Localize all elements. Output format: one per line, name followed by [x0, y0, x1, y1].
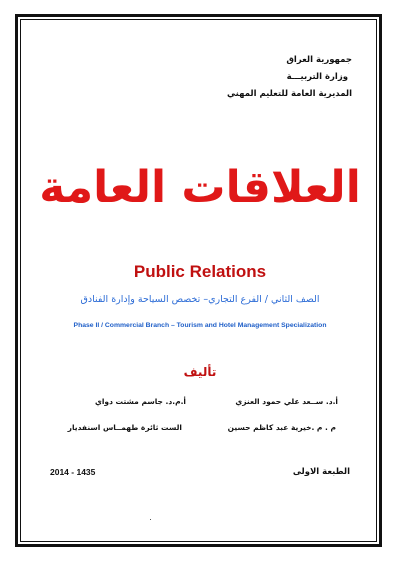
book-title-english: Public Relations [133, 262, 267, 281]
author-1: أ.د. ســعد علي حمود العنزي [235, 397, 338, 406]
author-3: م . م .خيرية عبد كاظم حسين [227, 423, 336, 432]
author-4: الست ثائرة طهمــاس اسنفديار [67, 423, 182, 432]
ministry-header [227, 52, 352, 103]
ministry-label: وزارة التربيـــة [286, 72, 348, 82]
page-dot [150, 519, 151, 520]
subtitle-arabic: الصف الثاني / الفرع التجاري– تخصص السياحة وإدارة الفنادق [80, 294, 320, 305]
book-title-arabic: العلاقات العامة [39, 162, 361, 213]
year-label: 2014 - 1435 [50, 467, 96, 477]
edition-label: الطبعة الاولى [292, 467, 350, 477]
country-label: جمهورية العراق [286, 55, 352, 65]
authors-heading: تأليف [183, 365, 217, 379]
directorate-label: المديرية العامة للتعليم المهني [227, 89, 352, 99]
subtitle-english: Phase II / Commercial Branch – Tourism and Hotel Management Specialization [73, 322, 327, 329]
author-2: أ.م.د. جاسم مشتت دواي [94, 397, 186, 406]
